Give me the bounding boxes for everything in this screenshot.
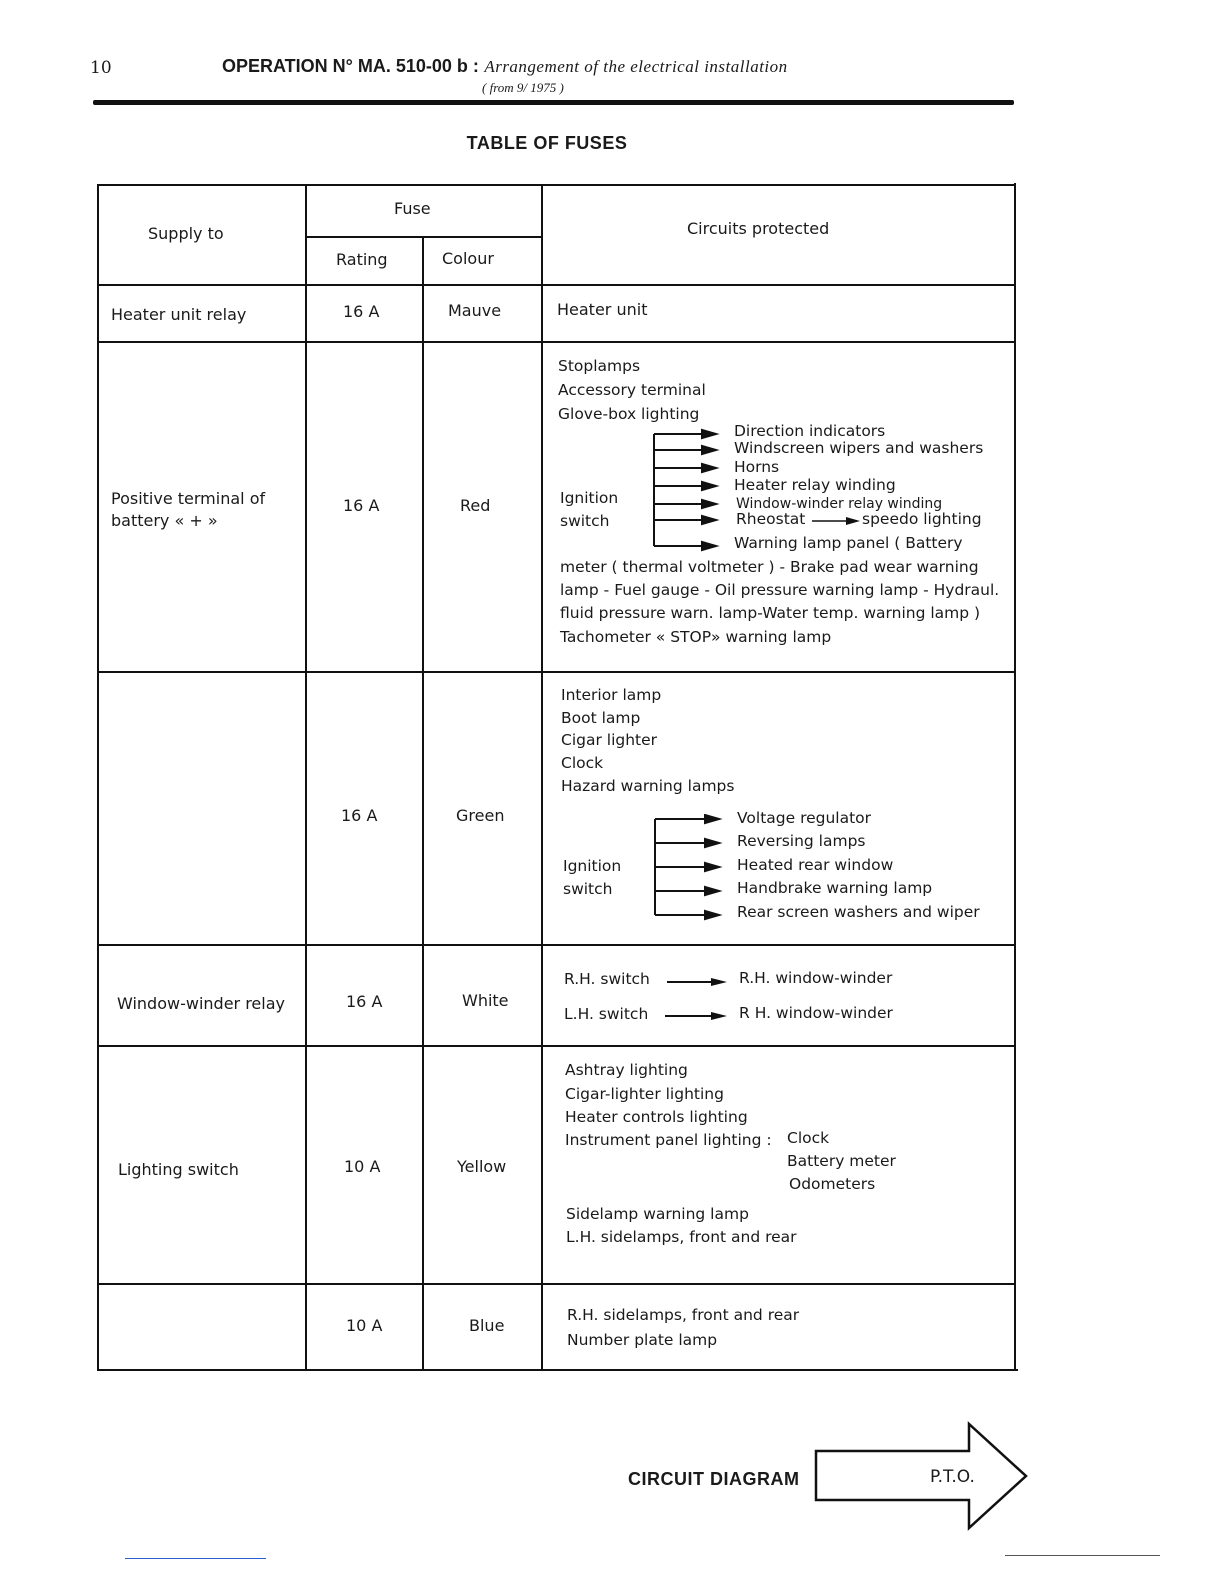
row5-instrument-label: Instrument panel lighting : — [565, 1131, 772, 1149]
operation-code: OPERATION N° MA. 510-00 b : — [222, 56, 479, 76]
row3-ignition-label: Ignition — [563, 857, 622, 875]
row-rule-2 — [97, 671, 1016, 673]
header-circuits: Circuits protected — [687, 219, 830, 238]
table-divider-circuits — [541, 184, 543, 1371]
row2-branch: Windscreen wipers and washers — [734, 439, 984, 457]
row4-switch-from: L.H. switch — [564, 1005, 649, 1023]
row-rule-4 — [97, 1045, 1016, 1047]
footer-rule-right — [1005, 1555, 1160, 1556]
row2-supply-line2: battery « + » — [111, 511, 218, 530]
row3-branch: Rear screen washers and wiper — [737, 903, 980, 921]
header-rating: Rating — [336, 250, 388, 269]
row-rule-1 — [97, 341, 1016, 343]
row5-supply: Lighting switch — [118, 1160, 239, 1179]
row4-switch-to: R.H. window-winder — [739, 969, 893, 987]
row3-rating: 16 A — [341, 806, 378, 825]
row2-continuation: fluid pressure warn. lamp-Water temp. warning lamp ) — [560, 604, 981, 622]
row-rule-5 — [97, 1283, 1016, 1285]
row5-colour: Yellow — [457, 1157, 507, 1176]
row3-circuit: Interior lamp — [561, 686, 662, 704]
row2-branch: Horns — [734, 458, 780, 476]
header-supply-to: Supply to — [148, 224, 224, 243]
row3-circuit: Cigar lighter — [561, 731, 658, 749]
row4-colour: White — [462, 991, 509, 1010]
row2-circuit: Accessory terminal — [558, 381, 706, 399]
row3-circuit: Boot lamp — [561, 709, 641, 727]
row6-rating: 10 A — [346, 1316, 383, 1335]
row5-circuit: Ashtray lighting — [565, 1061, 688, 1079]
row6-circuit: Number plate lamp — [567, 1331, 718, 1349]
page-number: 10 — [90, 58, 112, 78]
fuse-header-rule — [305, 236, 543, 238]
row4-rating: 16 A — [346, 992, 383, 1011]
row6-circuit: R.H. sidelamps, front and rear — [567, 1306, 800, 1324]
row6-colour: Blue — [469, 1316, 505, 1335]
row2-rheostat-arrow — [812, 515, 862, 527]
row2-branch: Heater relay winding — [734, 476, 896, 494]
row3-colour: Green — [456, 806, 505, 825]
row3-branch: Voltage regulator — [737, 809, 872, 827]
row5-rating: 10 A — [344, 1157, 381, 1176]
row2-ignition-label: Ignition — [560, 489, 619, 507]
row3-circuit: Hazard warning lamps — [561, 777, 735, 795]
row1-supply: Heater unit relay — [111, 305, 247, 324]
row5-circuit: L.H. sidelamps, front and rear — [566, 1228, 797, 1246]
row2-circuit: Stoplamps — [558, 357, 641, 375]
header-fuse: Fuse — [394, 199, 431, 218]
row2-branch: Warning lamp panel ( Battery — [734, 534, 963, 552]
row2-switch-label: switch — [560, 512, 610, 530]
row4-switch-to: R H. window-winder — [739, 1004, 893, 1022]
date-subtitle: ( from 9/ 1975 ) — [482, 80, 564, 95]
row2-ignition-bracket — [650, 428, 730, 552]
row1-rating: 16 A — [343, 302, 380, 321]
table-divider-colour — [422, 237, 424, 1371]
pto-arrow-icon — [812, 1420, 1034, 1534]
footer-rule-left — [125, 1558, 266, 1559]
row3-branch: Reversing lamps — [737, 832, 866, 850]
row2-supply-line1: Positive terminal of — [111, 489, 266, 508]
row5-circuit: Cigar-lighter lighting — [565, 1085, 724, 1103]
row2-continuation: lamp - Fuel gauge - Oil pressure warning lamp - Hydraul. — [560, 581, 1000, 599]
row5-circuit: Heater controls lighting — [565, 1108, 748, 1126]
row5-circuit: Sidelamp warning lamp — [566, 1205, 749, 1223]
row2-branch-speedo: speedo lighting — [862, 510, 982, 528]
header-rule — [93, 100, 1014, 105]
row2-branch-rheostat: Rheostat — [736, 510, 806, 528]
row5-instrument-item: Battery meter — [787, 1152, 896, 1170]
row1-circuit: Heater unit — [557, 300, 648, 319]
row4-switch-from: R.H. switch — [564, 970, 650, 988]
circuit-diagram-label: CIRCUIT DIAGRAM — [628, 1469, 800, 1489]
row4-arrow-1 — [667, 976, 729, 988]
row5-instrument-item: Odometers — [789, 1175, 876, 1193]
header-colour: Colour — [442, 249, 494, 268]
row1-colour: Mauve — [448, 301, 502, 320]
row3-branch: Heated rear window — [737, 856, 894, 874]
table-title: TABLE OF FUSES — [466, 133, 628, 153]
row3-circuit: Clock — [561, 754, 604, 772]
row2-branch: Direction indicators — [734, 422, 886, 440]
row2-branch: Window-winder relay winding — [736, 496, 943, 512]
table-border-right — [1014, 183, 1016, 1371]
row3-switch-label: switch — [563, 880, 613, 898]
table-divider-rating — [305, 184, 307, 1371]
row4-arrow-2 — [665, 1010, 729, 1022]
table-border-top — [97, 184, 1016, 186]
operation-heading — [222, 56, 788, 77]
row2-rating: 16 A — [343, 496, 380, 515]
operation-title: Arrangement of the electrical installation — [484, 57, 788, 76]
row2-continuation: meter ( thermal voltmeter ) - Brake pad wear warning — [560, 558, 979, 576]
row5-instrument-item: Clock — [787, 1129, 830, 1147]
row2-colour: Red — [460, 496, 491, 515]
row3-branch: Handbrake warning lamp — [737, 879, 933, 897]
row2-circuit: Glove-box lighting — [558, 405, 700, 423]
pto-label: P.T.O. — [930, 1467, 975, 1487]
table-border-left — [97, 184, 99, 1371]
header-bottom-rule — [97, 284, 1016, 286]
table-border-bottom — [97, 1369, 1018, 1371]
row2-continuation: Tachometer « STOP» warning lamp — [560, 628, 832, 646]
row3-ignition-bracket — [651, 814, 731, 922]
row-rule-3 — [97, 944, 1016, 946]
row4-supply: Window-winder relay — [117, 994, 285, 1013]
